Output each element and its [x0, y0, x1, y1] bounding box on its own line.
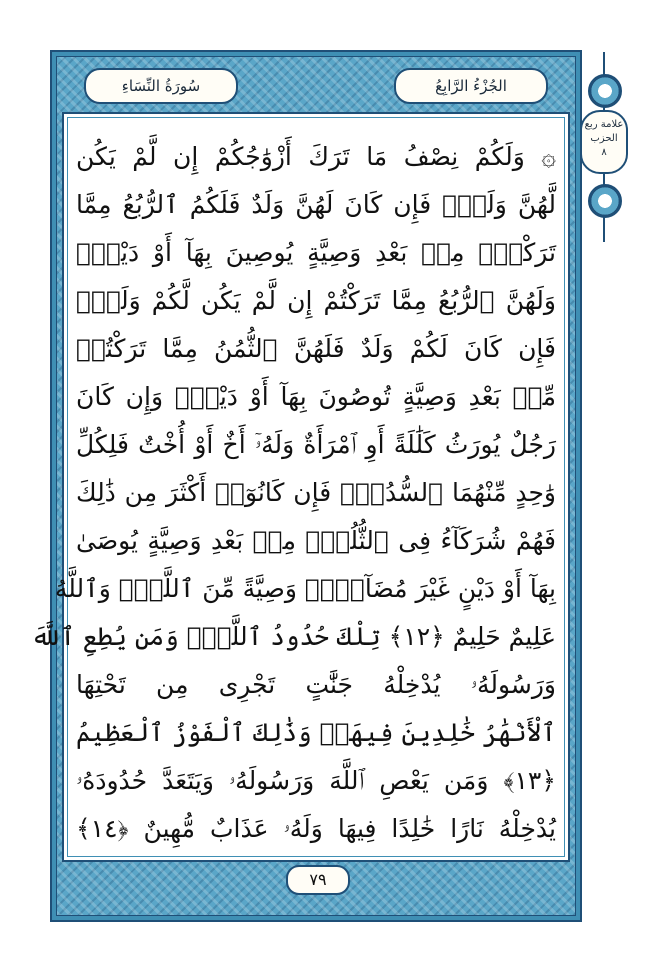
text-line: ۞ وَلَكُمْ نِصْفُ مَا تَرَكَ أَزْوَٰجُكُمْ إِن لَّمْ يَكُن	[76, 142, 556, 171]
text-line: ﴿١٣﴾ وَمَن يَعْصِ ٱللَّهَ وَرَسُولَهُۥ وَيَتَعَدَّ حُدُودَهُۥ	[76, 766, 556, 795]
text-line: عَلِيمٌ حَلِيمٌ ﴿١٢﴾ تِلْكَ حُدُودُ ٱللَّهِۚ وَمَن يُطِعِ ٱللَّهَ	[31, 622, 556, 651]
text-line: ٱلْأَنْهَٰرُ خَٰلِدِينَ فِيهَاۚ وَذَٰلِكَ ٱلْفَوْزُ ٱلْعَظِيمُ	[76, 718, 556, 747]
text-line: يُدْخِلْهُ نَارًا خَٰلِدًا فِيهَا وَلَهُۥ عَذَابٌ مُّهِينٌ ﴿١٤﴾	[76, 814, 556, 843]
juz-name: الجُزْءُ الرَّابِعُ	[394, 68, 548, 104]
surah-name: سُورَةُ النِّسَاءِ	[84, 68, 238, 104]
hizb-label	[580, 110, 628, 174]
rosette-icon	[588, 184, 622, 218]
hizb-label-line1: علامة ربع	[584, 119, 624, 130]
text-line: بِهَآ أَوْ دَيْنٍ غَيْرَ مُضَآرٍّۚ وَصِيَّةً مِّنَ ٱللَّهِۗ وَٱللَّهُ	[54, 574, 556, 603]
text-line: مِّنۢ بَعْدِ وَصِيَّةٍ تُوصُونَ بِهَآ أَوْ دَيْنٍۗ وَإِن كَانَ	[76, 382, 556, 411]
text-line: فَهُمْ شُرَكَآءُ فِى ٱلثُّلُثِۚ مِنۢ بَعْدِ وَصِيَّةٍ يُوصَىٰ	[76, 526, 556, 555]
text-line: فَإِن كَانَ لَكُمْ وَلَدٌ فَلَهُنَّ ٱلثُّمُنُ مِمَّا تَرَكْتُمۚ	[76, 334, 556, 363]
rosette-icon	[588, 74, 622, 108]
hizb-label-line2: الحزب	[590, 133, 618, 144]
text-line: وَٰحِدٍ مِّنْهُمَا ٱلسُّدُسُۚ فَإِن كَانُوٓا۟ أَكْثَرَ مِن ذَٰلِكَ	[76, 478, 556, 507]
text-line: لَّهُنَّ وَلَدٌۚ فَإِن كَانَ لَهُنَّ وَلَدٌ فَلَكُمُ ٱلرُّبُعُ مِمَّا	[76, 190, 556, 219]
hizb-number: ٨	[601, 147, 607, 158]
text-line: وَلَهُنَّ ٱلرُّبُعُ مِمَّا تَرَكْتُمْ إِن لَّمْ يَكُن لَّكُمْ وَلَدٌۚ	[76, 286, 556, 315]
page-header	[60, 62, 572, 108]
text-line: وَرَسُولَهُۥ يُدْخِلْهُ جَنَّٰتٍ تَجْرِى مِن تَحْتِهَا	[76, 670, 556, 699]
hizb-marker	[584, 52, 624, 242]
text-line: تَرَكْنَۚ مِنۢ بَعْدِ وَصِيَّةٍ يُوصِينَ بِهَآ أَوْ دَيْنٍۚ	[76, 238, 556, 267]
text-line: رَجُلٌ يُورَثُ كَلَٰلَةً أَوِ ٱمْرَأَةٌ وَلَهُۥٓ أَخٌ أَوْ أُخْتٌ فَلِكُلِّ	[76, 430, 556, 459]
text-area	[31, 112, 570, 862]
page-number: ٧٩	[286, 865, 350, 895]
